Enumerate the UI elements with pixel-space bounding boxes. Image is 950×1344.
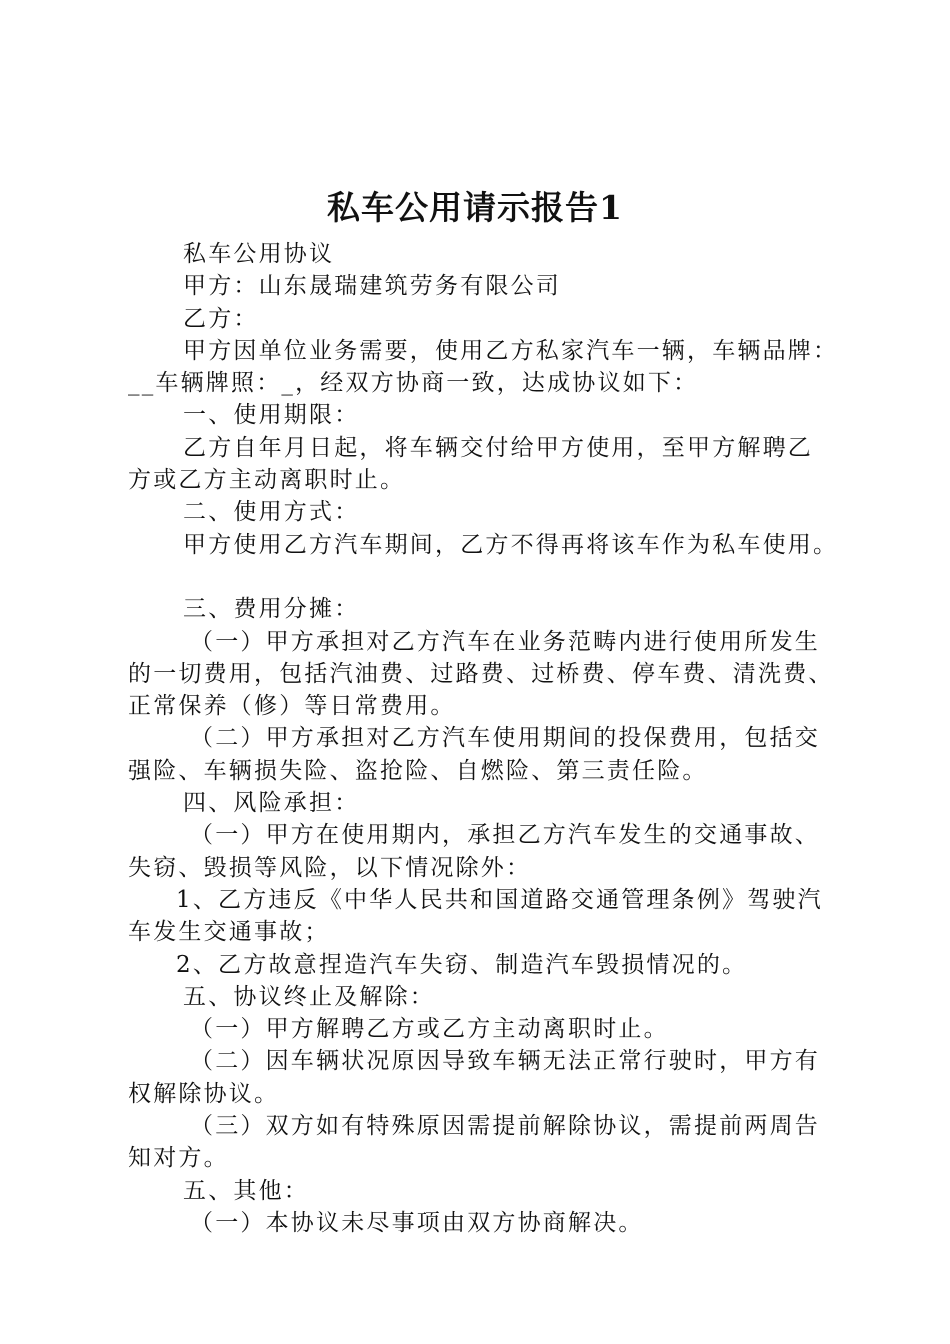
paragraph-line: 甲方使用乙方汽车期间，乙方不得再将该车作为私车使用。 (183, 531, 839, 558)
paragraph-line: 乙方： (183, 305, 259, 332)
paragraph-line: 1、乙方违反《中华人民共和国道路交通管理条例》驾驶汽 (176, 886, 823, 913)
paragraph-line: 一、使用期限： (183, 402, 360, 429)
paragraph-line: 甲方：山东晟瑞建筑劳务有限公司 (183, 273, 561, 300)
paragraph-line: 四、风险承担： (183, 790, 360, 817)
blank-line (128, 561, 853, 593)
paragraph-line: 私车公用协议 (183, 241, 335, 267)
paragraph-line: 方或乙方主动离职时止。 (128, 467, 406, 494)
paragraph-line: 三、费用分摊： (183, 596, 360, 623)
document-body (128, 238, 853, 1239)
paragraph-line: 二、使用方式： (183, 499, 360, 526)
paragraph-line: 五、其他： (183, 1177, 309, 1204)
paragraph-line: （一）本协议未尽事项由双方协商解决。 (190, 1209, 644, 1236)
paragraph-line: （一）甲方承担对乙方汽车在业务范畴内进行使用所发生 (190, 628, 820, 655)
paragraph-line: 五、协议终止及解除： (183, 983, 435, 1010)
paragraph-line: 权解除协议。 (128, 1080, 280, 1107)
paragraph-line: （一）甲方解聘乙方或乙方主动离职时止。 (190, 1016, 669, 1043)
paragraph-line: 车发生交通事故； (128, 919, 330, 946)
paragraph-line: 知对方。 (128, 1145, 229, 1172)
paragraph-line: （二）甲方承担对乙方汽车使用期间的投保费用，包括交 (190, 725, 820, 752)
paragraph-line: 强险、车辆损失险、盗抢险、自燃险、第三责任险。 (128, 757, 708, 784)
paragraph-line: 甲方因单位业务需要，使用乙方私家汽车一辆，车辆品牌： (183, 337, 839, 364)
paragraph-line: （一）甲方在使用期内，承担乙方汽车发生的交通事故、 (190, 822, 820, 849)
paragraph-line: 正常保养（修）等日常费用。 (128, 693, 456, 720)
paragraph-line: 失窃、毁损等风险，以下情况除外： (128, 854, 532, 881)
paragraph-line: （三）双方如有特殊原因需提前解除协议，需提前两周告 (190, 1113, 820, 1140)
paragraph-line: __车辆牌照：_，经双方协商一致，达成协议如下： (128, 370, 699, 397)
paragraph-line: 的一切费用，包括汽油费、过路费、过桥费、停车费、清洗费、 (128, 660, 834, 687)
paragraph-line: 2、乙方故意捏造汽车失窃、制造汽车毁损情况的。 (176, 951, 748, 978)
paragraph-line: 乙方自年月日起，将车辆交付给甲方使用，至甲方解聘乙 (183, 434, 813, 461)
paragraph-line: （二）因车辆状况原因导致车辆无法正常行驶时，甲方有 (190, 1048, 820, 1075)
document-title: 私车公用请示报告1 (327, 188, 623, 227)
